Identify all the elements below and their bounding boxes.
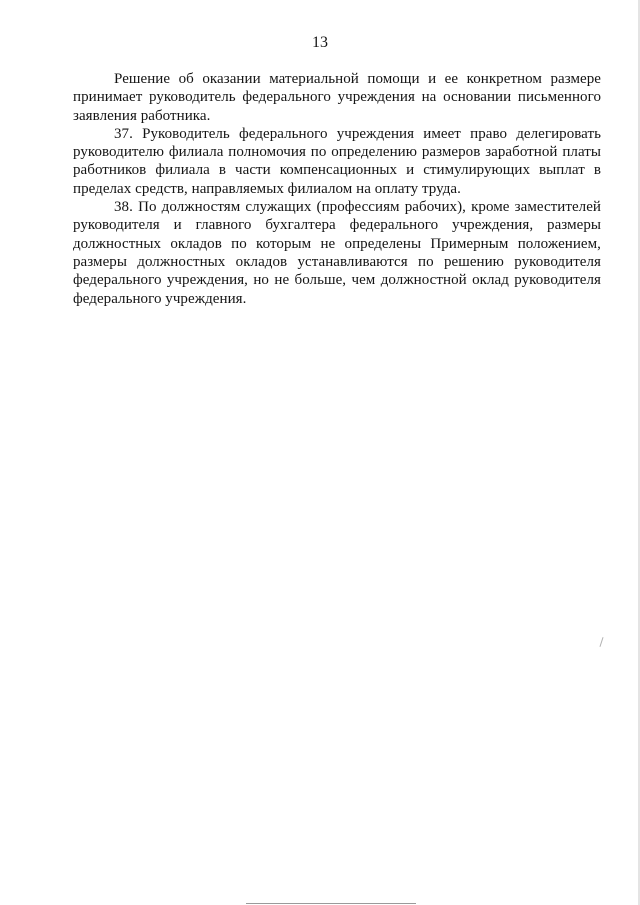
paragraph-38: 38. По должностям служащих (профессиям рабочих), кроме заместителей руководителя и главного бухгалтера федерального учреждения, размеры должностных окладов по которым не определены Примерным положением, размеры должностных окладов устанавливаются по решению руководителя федерального учреждения, но не больше, чем должностной оклад руководителя федерального учреждения. — [73, 199, 601, 307]
scan-artifact-mark — [599, 637, 603, 647]
page-number: 13 — [312, 34, 328, 51]
scan-artifact-line — [246, 903, 416, 904]
paragraph-material-aid: Решение об оказании материальной помощи и ее конкретном размере принимает руководитель федерального учреждения на основании письменного заявления работника. — [73, 71, 601, 124]
paragraph-37: 37. Руководитель федерального учреждения имеет право делегировать руководителю филиала полномочия по определению размеров заработной платы работников филиала в части компенсационных и стимулирующих выплат в пределах средств, направляемых филиалом на оплату труда. — [73, 125, 601, 197]
document-body — [73, 70, 601, 308]
